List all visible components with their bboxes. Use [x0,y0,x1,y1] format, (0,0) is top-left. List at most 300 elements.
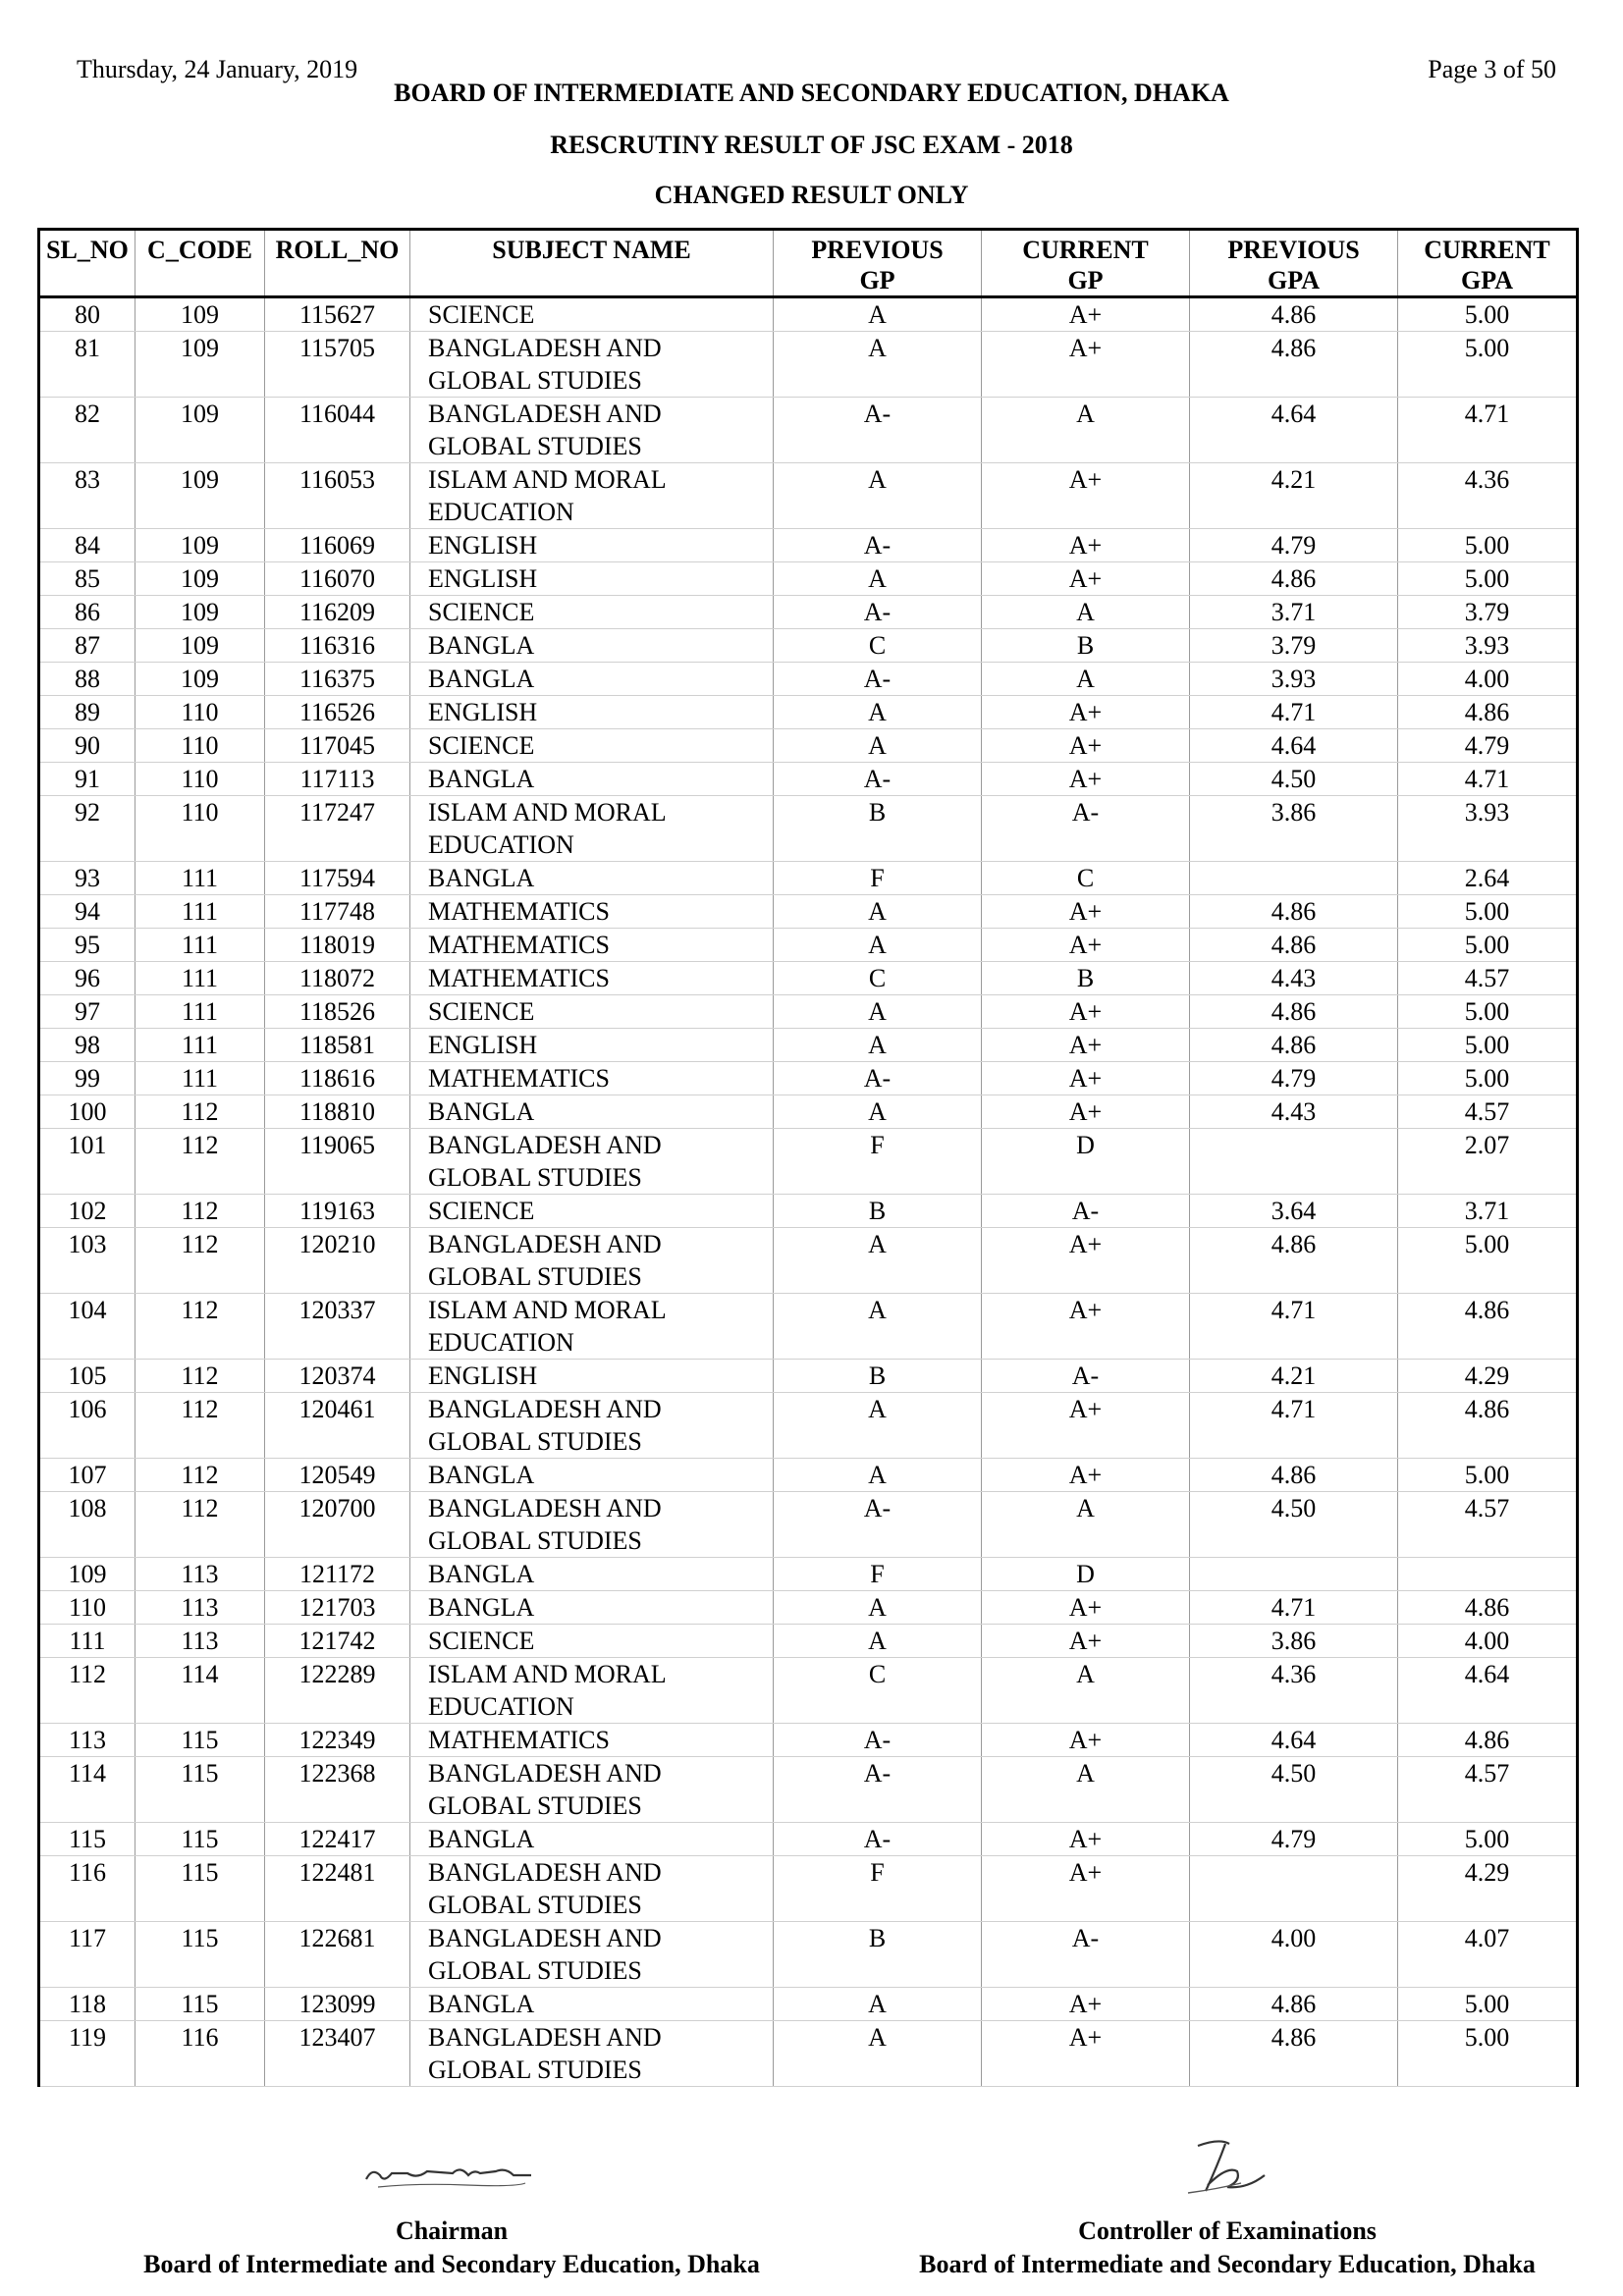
c-code-cell: 112 [135,1228,265,1294]
column-header [39,230,135,297]
c-code-cell: 112 [135,1393,265,1459]
roll-no-cell: 116526 [265,696,410,729]
column-header [265,230,410,297]
table-row [39,696,1578,729]
sl-no-cell: 100 [39,1095,135,1129]
table-row [39,1393,1578,1459]
subject-cell: BANGLADESH AND GLOBAL STUDIES [410,1129,774,1195]
previous-gpa-cell: 4.86 [1190,1228,1398,1294]
sl-no-cell: 94 [39,895,135,929]
subject-cell: SCIENCE [410,729,774,763]
roll-no-cell: 118526 [265,995,410,1029]
current-gpa-cell: 4.86 [1398,696,1578,729]
current-gpa-cell: 5.00 [1398,995,1578,1029]
roll-no-cell: 120337 [265,1294,410,1360]
current-gp-cell: D [982,1129,1190,1195]
sl-no-cell: 93 [39,862,135,895]
table-row [39,297,1578,332]
current-gp-cell: A+ [982,1294,1190,1360]
current-gpa-cell: 4.00 [1398,663,1578,696]
table-row [39,1591,1578,1625]
current-gpa-cell: 5.00 [1398,895,1578,929]
current-gpa-cell: 4.57 [1398,1757,1578,1823]
board-title: BOARD OF INTERMEDIATE AND SECONDARY EDUCATION, DHAKA [394,79,1229,107]
table-row [39,1823,1578,1856]
current-gpa-cell: 5.00 [1398,1029,1578,1062]
previous-gp-cell: A- [774,1492,982,1558]
c-code-cell: 111 [135,962,265,995]
previous-gpa-cell: 4.71 [1190,1591,1398,1625]
c-code-cell: 115 [135,1724,265,1757]
current-gpa-cell: 4.29 [1398,1856,1578,1922]
subject-cell: BANGLA [410,663,774,696]
subject-cell: ENGLISH [410,1029,774,1062]
c-code-cell: 113 [135,1591,265,1625]
current-gp-cell: A+ [982,1459,1190,1492]
c-code-cell: 112 [135,1294,265,1360]
c-code-cell: 109 [135,529,265,562]
current-gpa-cell: 5.00 [1398,929,1578,962]
subject-cell: BANGLADESH AND GLOBAL STUDIES [410,1757,774,1823]
sl-no-cell: 97 [39,995,135,1029]
table-row [39,895,1578,929]
table-row [39,1988,1578,2021]
previous-gpa-cell: 4.71 [1190,1393,1398,1459]
c-code-cell: 115 [135,1856,265,1922]
c-code-cell: 110 [135,796,265,862]
previous-gpa-cell: 4.64 [1190,729,1398,763]
roll-no-cell: 122349 [265,1724,410,1757]
roll-no-cell: 115705 [265,332,410,398]
table-row [39,463,1578,529]
previous-gpa-cell: 4.86 [1190,995,1398,1029]
c-code-cell: 116 [135,2021,265,2087]
current-gpa-cell: 4.00 [1398,1625,1578,1658]
current-gp-cell: A- [982,1195,1190,1228]
current-gp-cell: A+ [982,929,1190,962]
column-header-label: SL_NO [46,236,129,264]
column-header-label: C_CODE [147,236,252,264]
previous-gpa-cell: 4.43 [1190,962,1398,995]
current-gp-cell: A+ [982,1625,1190,1658]
roll-no-cell: 120374 [265,1360,410,1393]
sl-no-cell: 85 [39,562,135,596]
table-row [39,562,1578,596]
current-gp-cell: A+ [982,1062,1190,1095]
column-header-sublabel: GP [859,266,895,294]
previous-gpa-cell: 4.71 [1190,1294,1398,1360]
roll-no-cell: 118072 [265,962,410,995]
previous-gp-cell: B [774,796,982,862]
table-row [39,1558,1578,1591]
previous-gp-cell: A [774,1591,982,1625]
table-body [39,297,1578,2087]
current-gpa-cell: 5.00 [1398,562,1578,596]
roll-no-cell: 120210 [265,1228,410,1294]
previous-gp-cell: A [774,1625,982,1658]
chairman-organization: Board of Intermediate and Secondary Education, Dhaka [143,2250,760,2278]
table-row [39,929,1578,962]
subject-cell: SCIENCE [410,995,774,1029]
sl-no-cell: 99 [39,1062,135,1095]
table-row [39,2021,1578,2087]
c-code-cell: 111 [135,1062,265,1095]
sl-no-cell: 96 [39,962,135,995]
roll-no-cell: 116209 [265,596,410,629]
current-gpa-cell: 5.00 [1398,297,1578,332]
previous-gp-cell: A [774,2021,982,2087]
table-row [39,1625,1578,1658]
previous-gp-cell: C [774,629,982,663]
roll-no-cell: 121172 [265,1558,410,1591]
current-gpa-cell: 4.57 [1398,1492,1578,1558]
previous-gp-cell: A [774,895,982,929]
controller-signature-block [874,2140,1581,2279]
c-code-cell: 115 [135,1922,265,1988]
previous-gpa-cell [1190,862,1398,895]
current-gpa-cell: 4.57 [1398,962,1578,995]
roll-no-cell: 118616 [265,1062,410,1095]
sl-no-cell: 87 [39,629,135,663]
c-code-cell: 109 [135,463,265,529]
previous-gp-cell: A [774,729,982,763]
sl-no-cell: 89 [39,696,135,729]
current-gp-cell: A+ [982,1228,1190,1294]
previous-gp-cell: A [774,562,982,596]
table-row [39,995,1578,1029]
sl-no-cell: 103 [39,1228,135,1294]
sl-no-cell: 113 [39,1724,135,1757]
c-code-cell: 112 [135,1095,265,1129]
current-gp-cell: C [982,862,1190,895]
subject-cell: BANGLA [410,1558,774,1591]
current-gp-cell: A [982,1658,1190,1724]
current-gp-cell: A+ [982,895,1190,929]
roll-no-cell: 117748 [265,895,410,929]
previous-gpa-cell: 3.93 [1190,663,1398,696]
sl-no-cell: 82 [39,398,135,463]
column-header [135,230,265,297]
previous-gpa-cell: 4.86 [1190,297,1398,332]
previous-gp-cell: A- [774,763,982,796]
roll-no-cell: 121742 [265,1625,410,1658]
c-code-cell: 109 [135,663,265,696]
page-number: Page 3 of 50 [1428,55,1556,83]
c-code-cell: 115 [135,1823,265,1856]
previous-gp-cell: A- [774,596,982,629]
current-gp-cell: A+ [982,463,1190,529]
results-table [37,228,1579,2087]
subject-cell: BANGLADESH AND GLOBAL STUDIES [410,1228,774,1294]
sl-no-cell: 106 [39,1393,135,1459]
sl-no-cell: 111 [39,1625,135,1658]
table-row [39,1294,1578,1360]
current-gpa-cell: 5.00 [1398,2021,1578,2087]
table-row [39,962,1578,995]
current-gpa-cell: 4.29 [1398,1360,1578,1393]
previous-gpa-cell: 4.00 [1190,1922,1398,1988]
c-code-cell: 109 [135,297,265,332]
subject-cell: BANGLA [410,1988,774,2021]
previous-gpa-cell: 4.79 [1190,1062,1398,1095]
column-header-sublabel: GPA [1268,266,1320,294]
subject-cell: BANGLADESH AND GLOBAL STUDIES [410,332,774,398]
current-gp-cell: A+ [982,1988,1190,2021]
roll-no-cell: 118581 [265,1029,410,1062]
sl-no-cell: 109 [39,1558,135,1591]
c-code-cell: 109 [135,596,265,629]
previous-gp-cell: F [774,862,982,895]
current-gpa-cell: 5.00 [1398,1823,1578,1856]
c-code-cell: 115 [135,1988,265,2021]
current-gpa-cell: 4.86 [1398,1294,1578,1360]
current-gpa-cell: 3.93 [1398,796,1578,862]
previous-gpa-cell: 4.71 [1190,696,1398,729]
column-header [1190,230,1398,297]
previous-gp-cell: B [774,1195,982,1228]
previous-gp-cell: F [774,1856,982,1922]
previous-gp-cell: A [774,297,982,332]
previous-gpa-cell: 4.86 [1190,2021,1398,2087]
current-gpa-cell: 5.00 [1398,1459,1578,1492]
previous-gp-cell: C [774,1658,982,1724]
current-gp-cell: A [982,596,1190,629]
current-gp-cell: A- [982,1360,1190,1393]
current-gp-cell: A+ [982,529,1190,562]
c-code-cell: 109 [135,332,265,398]
current-gp-cell: B [982,629,1190,663]
sl-no-cell: 83 [39,463,135,529]
previous-gp-cell: B [774,1360,982,1393]
previous-gpa-cell: 4.21 [1190,463,1398,529]
controller-signature [874,2140,1581,2199]
sl-no-cell: 90 [39,729,135,763]
previous-gp-cell: A- [774,1823,982,1856]
previous-gp-cell: A [774,1029,982,1062]
current-gp-cell: A- [982,1922,1190,1988]
previous-gpa-cell: 4.43 [1190,1095,1398,1129]
table-row [39,1492,1578,1558]
current-gp-cell: A+ [982,332,1190,398]
subject-cell: SCIENCE [410,596,774,629]
chairman-signature [59,2140,844,2199]
table-row [39,1029,1578,1062]
previous-gpa-cell: 4.21 [1190,1360,1398,1393]
previous-gp-cell: A- [774,1757,982,1823]
subject-cell: BANGLADESH AND GLOBAL STUDIES [410,1922,774,1988]
previous-gpa-cell: 4.36 [1190,1658,1398,1724]
table-row [39,1658,1578,1724]
current-gp-cell: A+ [982,562,1190,596]
roll-no-cell: 122289 [265,1658,410,1724]
previous-gpa-cell: 4.79 [1190,1823,1398,1856]
roll-no-cell: 118810 [265,1095,410,1129]
current-gpa-cell: 4.86 [1398,1393,1578,1459]
current-gpa-cell: 4.71 [1398,763,1578,796]
column-header-sublabel: GP [1067,266,1104,294]
column-header [410,230,774,297]
sl-no-cell: 118 [39,1988,135,2021]
c-code-cell: 111 [135,1029,265,1062]
subject-cell: ISLAM AND MORAL EDUCATION [410,463,774,529]
previous-gp-cell: A [774,929,982,962]
current-gpa-cell: 5.00 [1398,1228,1578,1294]
previous-gpa-cell: 3.64 [1190,1195,1398,1228]
current-gpa-cell: 4.36 [1398,463,1578,529]
sl-no-cell: 86 [39,596,135,629]
roll-no-cell: 116316 [265,629,410,663]
roll-no-cell: 116069 [265,529,410,562]
previous-gp-cell: A- [774,398,982,463]
subject-cell: SCIENCE [410,297,774,332]
subject-cell: BANGLA [410,1459,774,1492]
previous-gpa-cell: 4.86 [1190,332,1398,398]
roll-no-cell: 117113 [265,763,410,796]
sl-no-cell: 115 [39,1823,135,1856]
column-header-label: CURRENT [1424,236,1550,264]
c-code-cell: 115 [135,1757,265,1823]
controller-title: Controller of Examinations [1078,2216,1377,2245]
column-header-sublabel: GPA [1461,266,1513,294]
roll-no-cell: 120700 [265,1492,410,1558]
current-gp-cell: A [982,1757,1190,1823]
subject-cell: MATHEMATICS [410,895,774,929]
current-gpa-cell: 4.64 [1398,1658,1578,1724]
previous-gpa-cell: 4.86 [1190,1459,1398,1492]
roll-no-cell: 117045 [265,729,410,763]
previous-gp-cell: C [774,962,982,995]
table-row [39,1360,1578,1393]
sl-no-cell: 98 [39,1029,135,1062]
previous-gpa-cell: 4.86 [1190,1029,1398,1062]
sl-no-cell: 88 [39,663,135,696]
table-row [39,729,1578,763]
roll-no-cell: 117247 [265,796,410,862]
roll-no-cell: 117594 [265,862,410,895]
chairman-title: Chairman [395,2216,509,2245]
table-row [39,1095,1578,1129]
roll-no-cell: 118019 [265,929,410,962]
table-row [39,1459,1578,1492]
current-gp-cell: A+ [982,1724,1190,1757]
previous-gpa-cell: 4.50 [1190,763,1398,796]
previous-gpa-cell: 4.86 [1190,895,1398,929]
current-gpa-cell: 4.07 [1398,1922,1578,1988]
previous-gpa-cell: 4.50 [1190,1757,1398,1823]
current-gp-cell: A+ [982,297,1190,332]
sl-no-cell: 117 [39,1922,135,1988]
sl-no-cell: 119 [39,2021,135,2087]
previous-gpa-cell: 4.86 [1190,929,1398,962]
roll-no-cell: 116044 [265,398,410,463]
table-row [39,1195,1578,1228]
c-code-cell: 111 [135,862,265,895]
roll-no-cell: 116070 [265,562,410,596]
c-code-cell: 109 [135,398,265,463]
previous-gp-cell: A- [774,1062,982,1095]
current-gpa-cell [1398,1558,1578,1591]
subject-cell: BANGLA [410,1095,774,1129]
current-gp-cell: A+ [982,1823,1190,1856]
subject-cell: BANGLADESH AND GLOBAL STUDIES [410,2021,774,2087]
subject-cell: SCIENCE [410,1195,774,1228]
table-row [39,763,1578,796]
column-header [1398,230,1578,297]
c-code-cell: 112 [135,1360,265,1393]
subject-cell: BANGLADESH AND GLOBAL STUDIES [410,398,774,463]
sl-no-cell: 116 [39,1856,135,1922]
roll-no-cell: 122417 [265,1823,410,1856]
previous-gp-cell: A- [774,663,982,696]
current-gpa-cell: 2.64 [1398,862,1578,895]
roll-no-cell: 123099 [265,1988,410,2021]
subject-cell: ISLAM AND MORAL EDUCATION [410,1294,774,1360]
subject-cell: BANGLA [410,763,774,796]
exam-title: RESCRUTINY RESULT OF JSC EXAM - 2018 [550,131,1073,159]
table-row [39,796,1578,862]
current-gp-cell: B [982,962,1190,995]
previous-gp-cell: A [774,1988,982,2021]
table-header-row [39,230,1578,297]
subject-cell: SCIENCE [410,1625,774,1658]
current-gpa-cell: 2.07 [1398,1129,1578,1195]
current-gp-cell: A+ [982,763,1190,796]
subject-cell: ENGLISH [410,696,774,729]
current-gpa-cell: 5.00 [1398,1062,1578,1095]
table-row [39,629,1578,663]
previous-gpa-cell: 3.86 [1190,1625,1398,1658]
subject-cell: BANGLA [410,1823,774,1856]
previous-gpa-cell [1190,1856,1398,1922]
table-row [39,1062,1578,1095]
roll-no-cell: 123407 [265,2021,410,2087]
previous-gpa-cell: 4.86 [1190,1988,1398,2021]
subject-cell: MATHEMATICS [410,1724,774,1757]
current-gp-cell: A+ [982,2021,1190,2087]
column-header-label: ROLL_NO [275,236,400,264]
table-row [39,663,1578,696]
sl-no-cell: 92 [39,796,135,862]
previous-gp-cell: B [774,1922,982,1988]
sl-no-cell: 107 [39,1459,135,1492]
sl-no-cell: 84 [39,529,135,562]
c-code-cell: 112 [135,1129,265,1195]
previous-gpa-cell: 4.79 [1190,529,1398,562]
subject-cell: BANGLA [410,862,774,895]
table-row [39,1757,1578,1823]
current-gpa-cell: 5.00 [1398,332,1578,398]
table-row [39,1724,1578,1757]
table-row [39,862,1578,895]
previous-gp-cell: A [774,1393,982,1459]
current-gp-cell: A+ [982,696,1190,729]
sl-no-cell: 95 [39,929,135,962]
roll-no-cell: 119065 [265,1129,410,1195]
result-filter-note: CHANGED RESULT ONLY [654,181,969,209]
table-row [39,1228,1578,1294]
column-header [982,230,1190,297]
current-gp-cell: A+ [982,1856,1190,1922]
c-code-cell: 112 [135,1459,265,1492]
roll-no-cell: 120461 [265,1393,410,1459]
current-gp-cell: A+ [982,995,1190,1029]
current-gp-cell: A+ [982,1095,1190,1129]
subject-cell: ENGLISH [410,1360,774,1393]
previous-gp-cell: A [774,332,982,398]
current-gp-cell: A+ [982,1591,1190,1625]
sl-no-cell: 101 [39,1129,135,1195]
subject-cell: ENGLISH [410,529,774,562]
